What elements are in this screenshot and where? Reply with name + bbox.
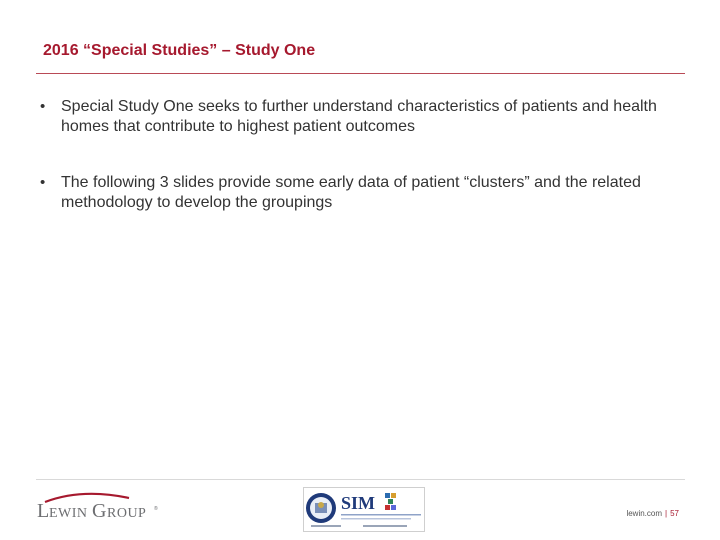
footer-separator: | xyxy=(665,509,668,518)
svg-text:®: ® xyxy=(154,506,158,512)
footer-info xyxy=(626,509,679,518)
svg-text:SIM: SIM xyxy=(341,493,376,513)
footer-divider xyxy=(36,479,685,480)
sim-logo xyxy=(303,487,425,532)
page-number: 57 xyxy=(670,509,679,518)
bullet-item xyxy=(40,97,660,137)
lewin-group-logo xyxy=(37,490,167,522)
bullet-list xyxy=(40,97,660,249)
bullet-item xyxy=(40,173,660,213)
svg-text:G: G xyxy=(92,500,107,522)
bullet-marker: • xyxy=(40,174,46,191)
bullet-marker: • xyxy=(40,98,46,115)
svg-text:L: L xyxy=(37,500,49,522)
svg-text:ROUP: ROUP xyxy=(107,506,147,521)
bullet-text: Special Study One seeks to further understand characteristics of patients and health homes that contribute to highest patient outcomes xyxy=(61,98,657,135)
title-divider xyxy=(36,73,685,74)
svg-text:EWIN: EWIN xyxy=(49,506,88,521)
bullet-text: The following 3 slides provide some early data of patient “clusters” and the related methodology to develop the groupings xyxy=(61,174,641,211)
site-link[interactable]: lewin.com xyxy=(626,509,663,518)
slide-title: 2016 “Special Studies” – Study One xyxy=(43,42,316,59)
